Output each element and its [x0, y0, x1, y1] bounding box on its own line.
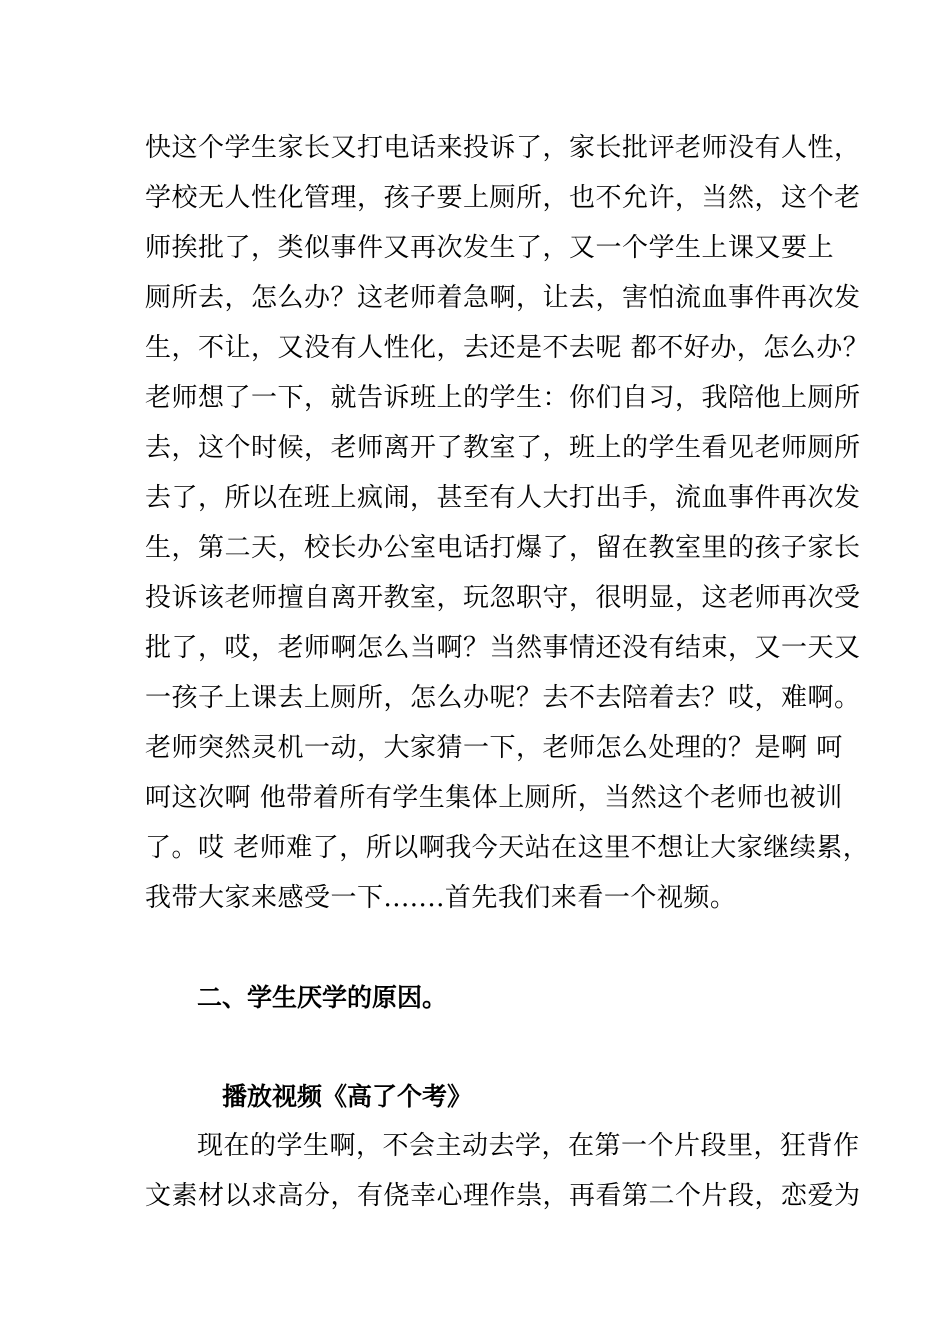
paragraph-line: 生，第二天，校长办公室电话打爆了，留在教室里的孩子家长 [145, 533, 861, 563]
paragraph-line: 一孩子上课去上厕所，怎么办呢？去不去陪着去？哎，难啊。 [145, 683, 861, 713]
paragraph-line: 了。哎 老师难了，所以啊我今天站在这里不想让大家继续累， [145, 833, 870, 863]
paragraph-line: 老师突然灵机一动，大家猜一下，老师怎么处理的？是啊 呵 [145, 733, 843, 763]
section-heading: 二、学生厌学的原因。 [197, 983, 448, 1012]
paragraph-line: 厕所去，怎么办？这老师着急啊，让去，害怕流血事件再次发 [145, 283, 861, 313]
paragraph-line: 文素材以求高分，有侥幸心理作祟，再看第二个片段，恋爱为 [145, 1181, 861, 1211]
paragraph-line: 生，不让，又没有人性化，去还是不去呢 都不好办，怎么办？ [145, 333, 870, 363]
paragraph-line: 老师想了一下，就告诉班上的学生：你们自习，我陪他上厕所 [145, 383, 861, 413]
paragraph-line: 去了，所以在班上疯闹，甚至有人大打出手，流血事件再次发 [145, 483, 861, 513]
subheading: 播放视频《高了个考》 [222, 1082, 473, 1111]
paragraph-line: 投诉该老师擅自离开教室，玩忽职守，很明显，这老师再次受 [145, 583, 861, 613]
paragraph-line: 师挨批了，类似事件又再次发生了，又一个学生上课又要上 [145, 233, 835, 263]
paragraph-line: 呵这次啊 他带着所有学生集体上厕所，当然这个老师也被训 [145, 783, 843, 813]
paragraph-line: 现在的学生啊，不会主动去学，在第一个片段里，狂背作 [197, 1131, 860, 1161]
paragraph-line: 快这个学生家长又打电话来投诉了，家长批评老师没有人性， [145, 133, 861, 163]
paragraph-line: 学校无人性化管理，孩子要上厕所，也不允许，当然，这个老 [145, 183, 861, 213]
paragraph-line: 去，这个时候，老师离开了教室了，班上的学生看见老师厕所 [145, 433, 861, 463]
paragraph-line: 我带大家来感受一下.......首先我们来看一个视频。 [145, 883, 737, 913]
paragraph-line: 批了，哎，老师啊怎么当啊？当然事情还没有结束，又一天又 [145, 633, 861, 663]
